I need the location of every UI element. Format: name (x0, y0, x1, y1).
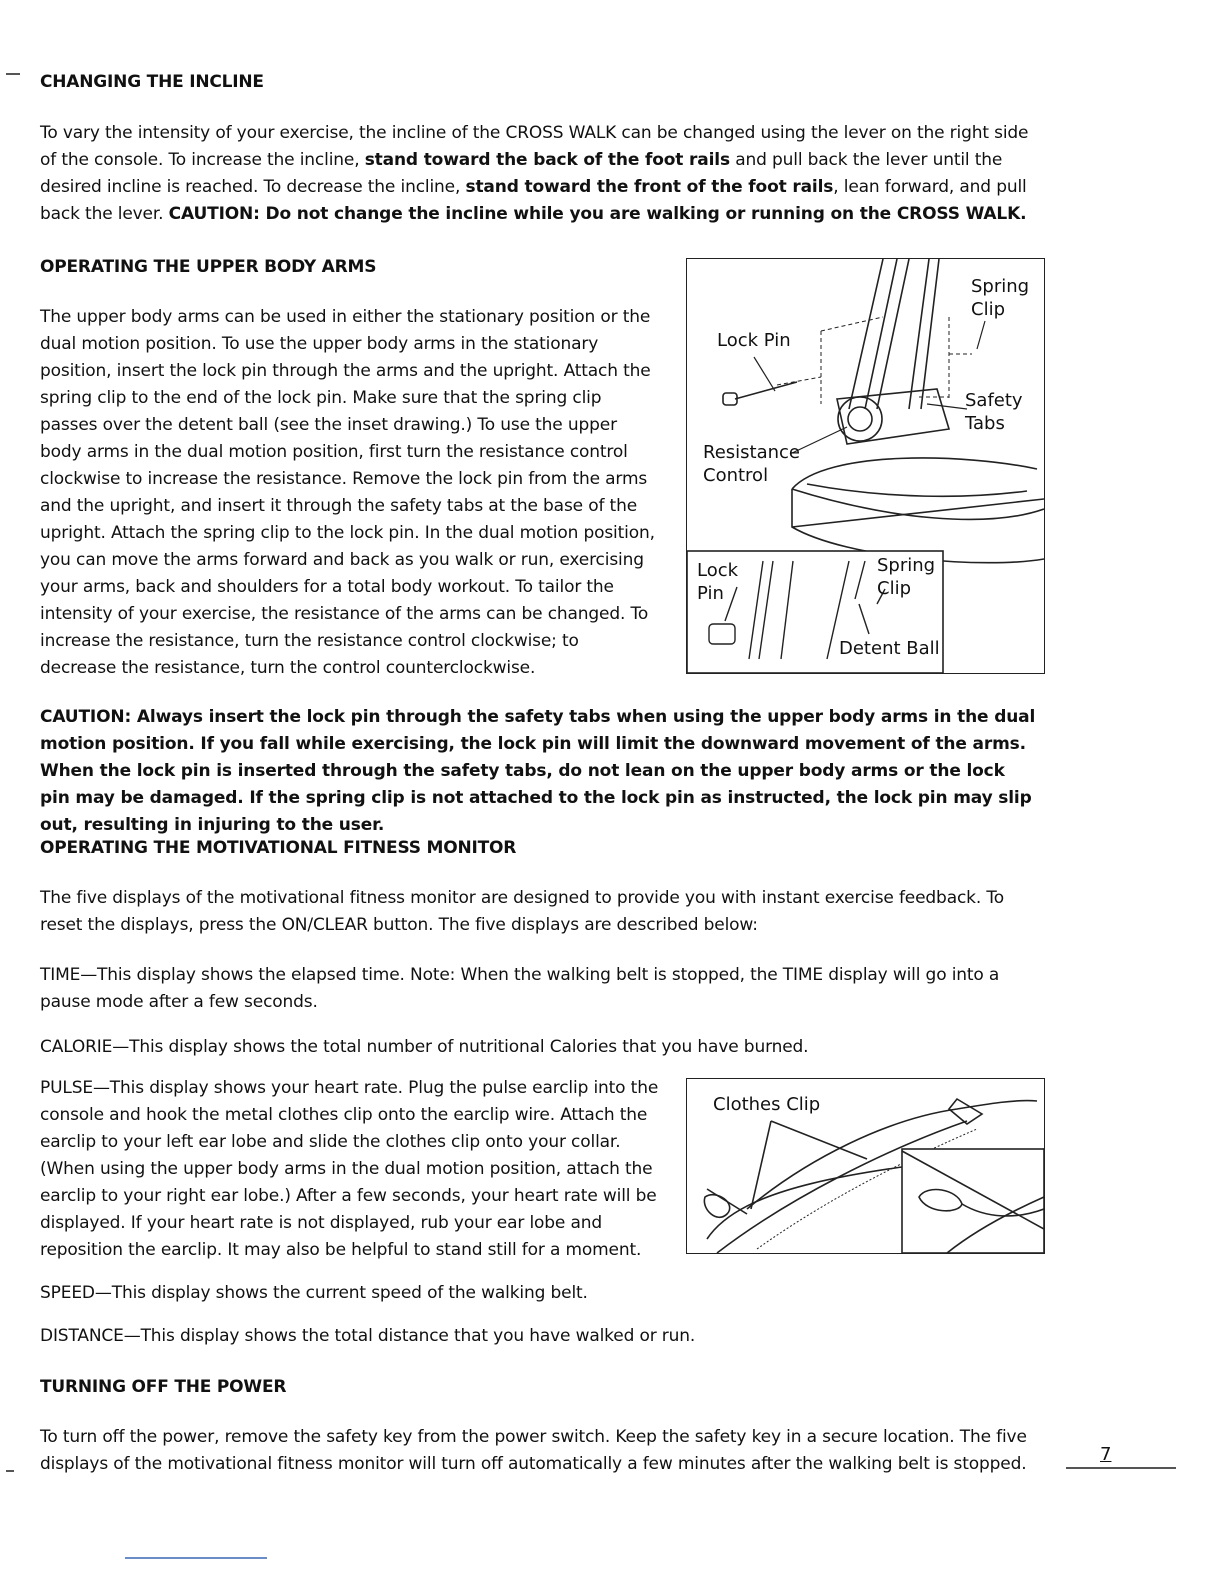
arms-caution: CAUTION: Always insert the lock pin through the safety tabs when using the upper body arms in the dual motion position. If you fall while exercising, the lock pin will limit the downward movement of the arms. When the lock pin is inserted through the safety tabs, do not lean on the upper body arms or the lock pin may be damaged. If the spring clip is not attached to the lock pin as instructed, the lock pin may slip out, resulting in injuring to the user. (40, 707, 1036, 835)
label-clothes-clip: Clothes Clip (713, 1094, 821, 1115)
incline-text-3: and pull back the lever until the desired incline is reached. To decrease the incline, (40, 150, 1003, 197)
label-spring-clip: Spring Clip (971, 276, 1030, 320)
page-number-rule (1066, 1467, 1176, 1469)
label-lock-pin: Lock Pin (717, 330, 791, 351)
scan-mark (6, 73, 20, 75)
incline-emphasis-front: stand toward the front of the foot rails (465, 177, 834, 197)
monitor-calorie: CALORIE—This display shows the total number of nutritional Calories that you have burned. (40, 1037, 809, 1057)
inset-label-detent-ball: Detent Ball (839, 638, 940, 659)
heading-turning-off-power: TURNING OFF THE POWER (40, 1377, 287, 1397)
arms-paragraph: The upper body arms can be used in either the stationary position or the dual motion position. To use the upper body arms in the stationary position, insert the lock pin through the arms and the upright. Attach the spring clip to the end of the lock pin. Make sure that the spring clip passes over the detent ball (see the inset drawing.) To use the upper body arms in the dual motion position, first turn the resistance control clockwise to increase the resistance. Remove the lock pin from the arms and the upright, and insert it through the safety tabs at the base of the upright. Attach the spring clip to the lock pin. In the dual motion position, you can move the arms forward and back as you walk or run, exercising your arms, back and shoulders for a total body workout. To tailor the intensity of your exercise, the resistance of the arms can be changed. To increase the resistance, turn the resistance control clockwise; to decrease the resistance, turn the control counterclockwise. (40, 307, 655, 678)
inset-label-lock-pin: Lock Pin (697, 560, 739, 604)
incline-text-1: To vary the intensity of your exercise, the incline of the CROSS WALK can be changed using the lever on the right side of the console. To increase the incline, (40, 123, 1029, 170)
heading-fitness-monitor: OPERATING THE MOTIVATIONAL FITNESS MONITOR (40, 838, 517, 858)
heading-upper-body-arms: OPERATING THE UPPER BODY ARMS (40, 257, 377, 277)
inset-label-spring-clip: Spring Clip (877, 555, 936, 599)
monitor-intro: The five displays of the motivational fitness monitor are designed to provide you with instant exercise feedback. To reset the displays, press the ON/CLEAR button. The five displays are described below: (40, 888, 1004, 935)
scan-edge-line (125, 1557, 267, 1559)
heading-changing-incline: CHANGING THE INCLINE (40, 72, 264, 92)
monitor-distance: DISTANCE—This display shows the total distance that you have walked or run. (40, 1326, 696, 1346)
incline-text-5: , lean forward, and pull back the lever. (40, 177, 1027, 224)
pulse-earclip-diagram (686, 1078, 1045, 1254)
incline-paragraph (40, 120, 1040, 228)
monitor-pulse: PULSE—This display shows your heart rate. Plug the pulse earclip into the console and hook the metal clothes clip onto the earclip wire. Attach the earclip to your left ear lobe and slide the clothes clip onto your collar. (When using the upper body arms in the dual motion position, attach the earclip to your right ear lobe.) After a few seconds, your heart rate will be displayed. If your heart rate is not displayed, rub your ear lobe and reposition the earclip. It may also be helpful to stand still for a moment. (40, 1078, 659, 1260)
page-number: 7 (1100, 1444, 1112, 1465)
scan-mark-bottom (6, 1470, 14, 1472)
power-paragraph: To turn off the power, remove the safety key from the power switch. Keep the safety key in a secure location. The five displays of the motivational fitness monitor will turn off automatically a few minutes after the walking belt is stopped. (40, 1427, 1027, 1474)
monitor-speed: SPEED—This display shows the current speed of the walking belt. (40, 1283, 588, 1303)
label-resistance-control: Resistance Control (703, 442, 800, 486)
label-safety-tabs: Safety Tabs (965, 390, 1023, 434)
upper-arms-diagram (686, 258, 1045, 674)
incline-emphasis-back: stand toward the back of the foot rails (364, 150, 730, 170)
incline-caution: CAUTION: Do not change the incline while you are walking or running on the CROSS WALK. (168, 204, 1027, 224)
monitor-time: TIME—This display shows the elapsed time. Note: When the walking belt is stopped, the TIME display will go into a pause mode after a few seconds. (40, 965, 1000, 1012)
